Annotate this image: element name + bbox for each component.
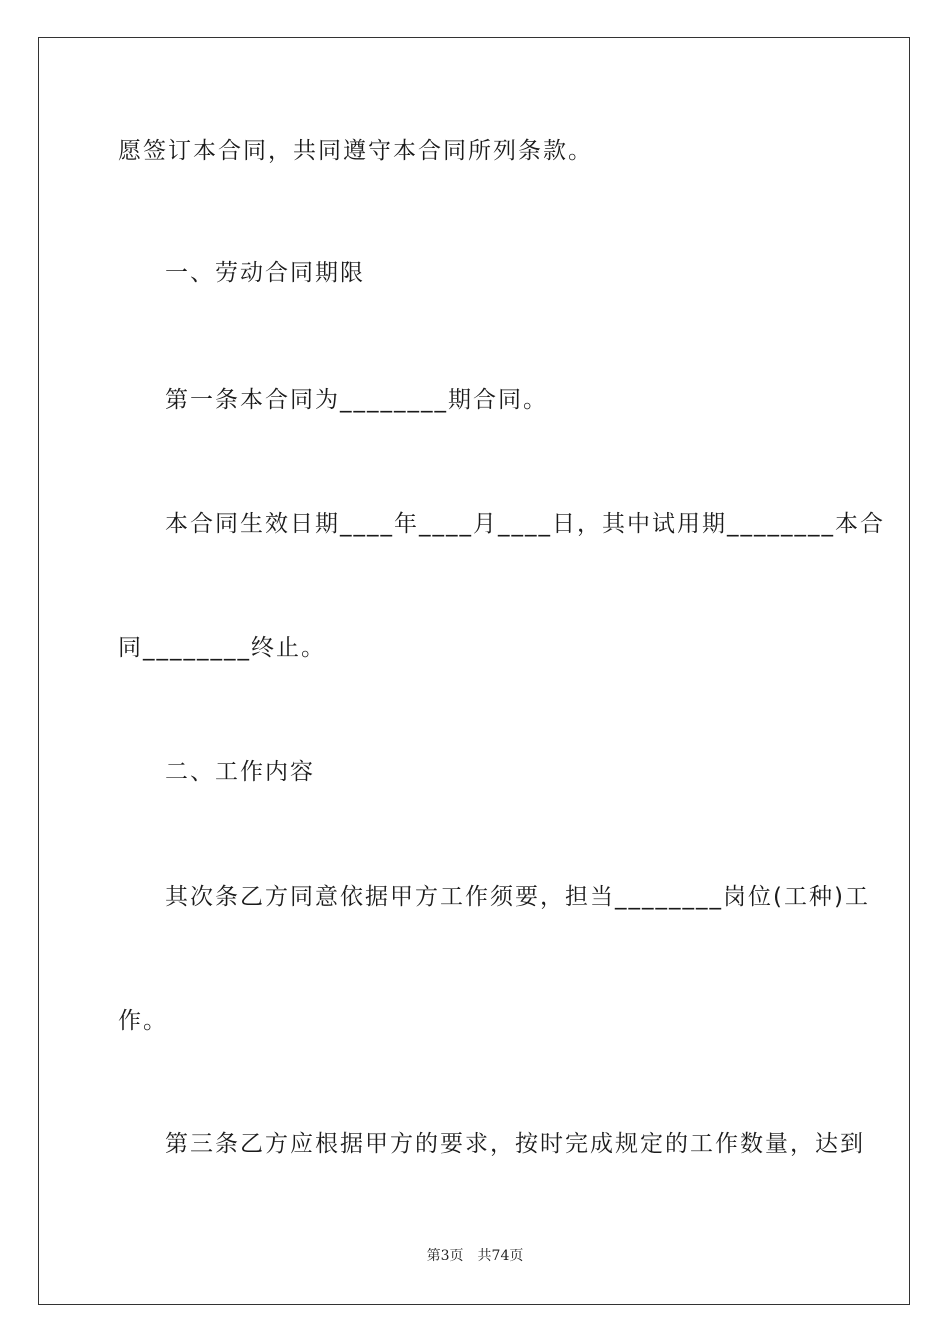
page-footer [0,1245,950,1265]
paragraph-line: 愿签订本合同，共同遵守本合同所列条款。 [118,138,593,164]
page-total: 共74页 [477,1248,524,1264]
paragraph-line: 第一条本合同为________期合同。 [165,387,548,413]
page-number: 第3页 [426,1248,464,1264]
paragraph-line: 同________终止。 [118,635,326,661]
page-border [38,37,910,1305]
paragraph-line: 其次条乙方同意依据甲方工作须要，担当________岗位(工种)工 [165,884,870,910]
paragraph-line: 第三条乙方应根据甲方的要求，按时完成规定的工作数量，达到 [165,1131,865,1157]
section-heading: 一、劳动合同期限 [165,260,365,286]
section-heading: 二、工作内容 [165,759,315,785]
paragraph-line: 作。 [118,1008,168,1034]
paragraph-line: 本合同生效日期____年____月____日，其中试用期________本合 [165,511,885,537]
